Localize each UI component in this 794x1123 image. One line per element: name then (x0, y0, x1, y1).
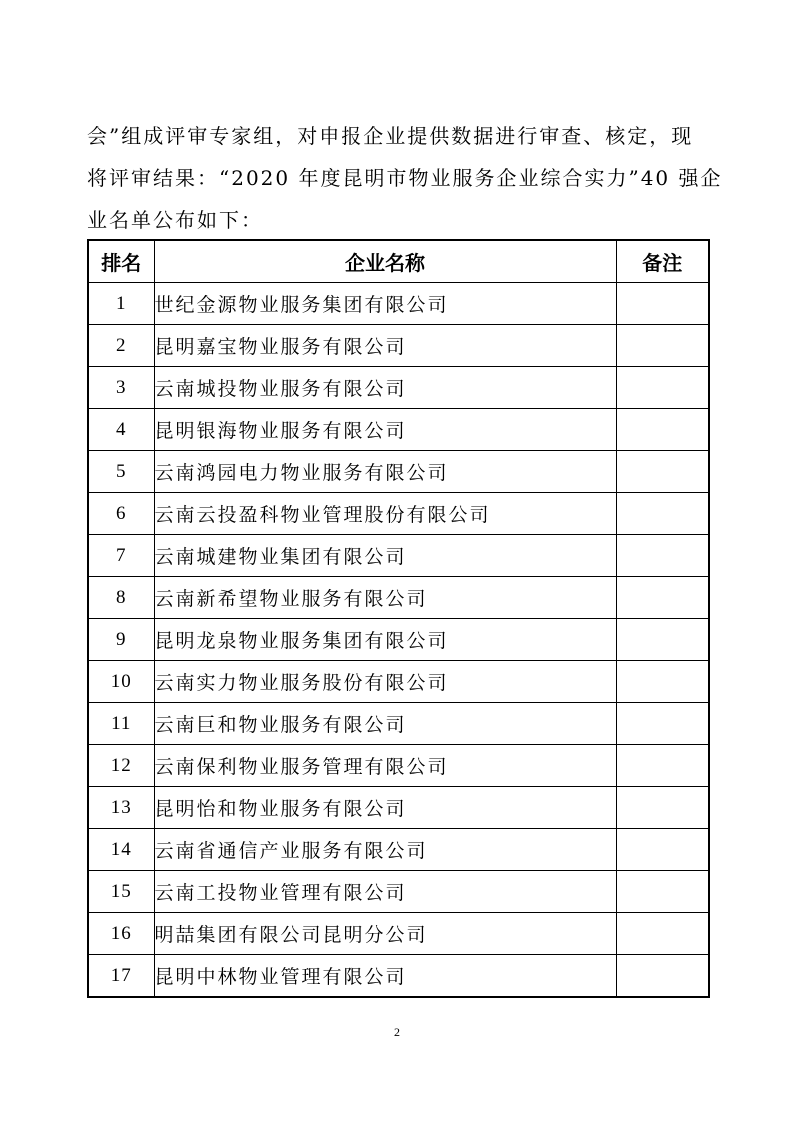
ranking-table (87, 239, 710, 998)
rank-cell: 14 (88, 829, 154, 871)
table-row (88, 451, 709, 493)
header-note: 备注 (616, 240, 709, 283)
note-cell (616, 703, 709, 745)
note-cell (616, 871, 709, 913)
rank-cell: 6 (88, 493, 154, 535)
table-row (88, 325, 709, 367)
table-row (88, 829, 709, 871)
note-cell (616, 535, 709, 577)
header-rank: 排名 (88, 240, 154, 283)
rank-cell: 13 (88, 787, 154, 829)
note-cell (616, 745, 709, 787)
table-row (88, 745, 709, 787)
rank-cell: 15 (88, 871, 154, 913)
table-row (88, 913, 709, 955)
company-name-cell: 云南保利物业服务管理有限公司 (154, 745, 616, 787)
company-name-cell: 云南城投物业服务有限公司 (154, 367, 616, 409)
rank-cell: 3 (88, 367, 154, 409)
rank-cell: 1 (88, 283, 154, 325)
company-name-cell: 昆明中林物业管理有限公司 (154, 955, 616, 998)
company-name-cell: 明喆集团有限公司昆明分公司 (154, 913, 616, 955)
company-name-cell: 云南城建物业集团有限公司 (154, 535, 616, 577)
company-name-cell: 云南鸿园电力物业服务有限公司 (154, 451, 616, 493)
note-cell (616, 409, 709, 451)
company-name-cell: 昆明怡和物业服务有限公司 (154, 787, 616, 829)
table-row (88, 955, 709, 998)
company-name-cell: 云南省通信产业服务有限公司 (154, 829, 616, 871)
table-row (88, 703, 709, 745)
table-row (88, 619, 709, 661)
company-name-cell: 云南新希望物业服务有限公司 (154, 577, 616, 619)
note-cell (616, 451, 709, 493)
paragraph-line-3: 业名单公布如下： (87, 208, 263, 232)
note-cell (616, 325, 709, 367)
header-company-name: 企业名称 (154, 240, 616, 283)
rank-cell: 8 (88, 577, 154, 619)
note-cell (616, 913, 709, 955)
company-name-cell: 云南巨和物业服务有限公司 (154, 703, 616, 745)
note-cell (616, 829, 709, 871)
page-number: 2 (394, 1025, 400, 1039)
rank-cell: 10 (88, 661, 154, 703)
note-cell (616, 367, 709, 409)
table-row (88, 409, 709, 451)
rank-cell: 12 (88, 745, 154, 787)
note-cell (616, 955, 709, 998)
paragraph-line-2: 将评审结果：“2020 年度昆明市物业服务企业综合实力”40 强企 (87, 166, 723, 190)
company-name-cell: 昆明龙泉物业服务集团有限公司 (154, 619, 616, 661)
note-cell (616, 577, 709, 619)
note-cell (616, 661, 709, 703)
rank-cell: 5 (88, 451, 154, 493)
table-row (88, 577, 709, 619)
intro-paragraph (87, 115, 723, 241)
table-row (88, 367, 709, 409)
rank-cell: 2 (88, 325, 154, 367)
table-body (88, 283, 709, 998)
note-cell (616, 283, 709, 325)
rank-cell: 17 (88, 955, 154, 998)
rank-cell: 16 (88, 913, 154, 955)
company-name-cell: 世纪金源物业服务集团有限公司 (154, 283, 616, 325)
table-header-row (88, 240, 709, 283)
company-name-cell: 云南云投盈科物业管理股份有限公司 (154, 493, 616, 535)
table-row (88, 535, 709, 577)
note-cell (616, 493, 709, 535)
note-cell (616, 787, 709, 829)
rank-cell: 9 (88, 619, 154, 661)
table-row (88, 787, 709, 829)
table-row (88, 871, 709, 913)
company-name-cell: 昆明银海物业服务有限公司 (154, 409, 616, 451)
company-name-cell: 昆明嘉宝物业服务有限公司 (154, 325, 616, 367)
table-row (88, 283, 709, 325)
paragraph-line-1: 会”组成评审专家组，对申报企业提供数据进行审查、核定，现 (87, 124, 694, 148)
rank-cell: 4 (88, 409, 154, 451)
rank-cell: 11 (88, 703, 154, 745)
rank-cell: 7 (88, 535, 154, 577)
company-name-cell: 云南实力物业服务股份有限公司 (154, 661, 616, 703)
table-row (88, 661, 709, 703)
company-name-cell: 云南工投物业管理有限公司 (154, 871, 616, 913)
table-row (88, 493, 709, 535)
note-cell (616, 619, 709, 661)
